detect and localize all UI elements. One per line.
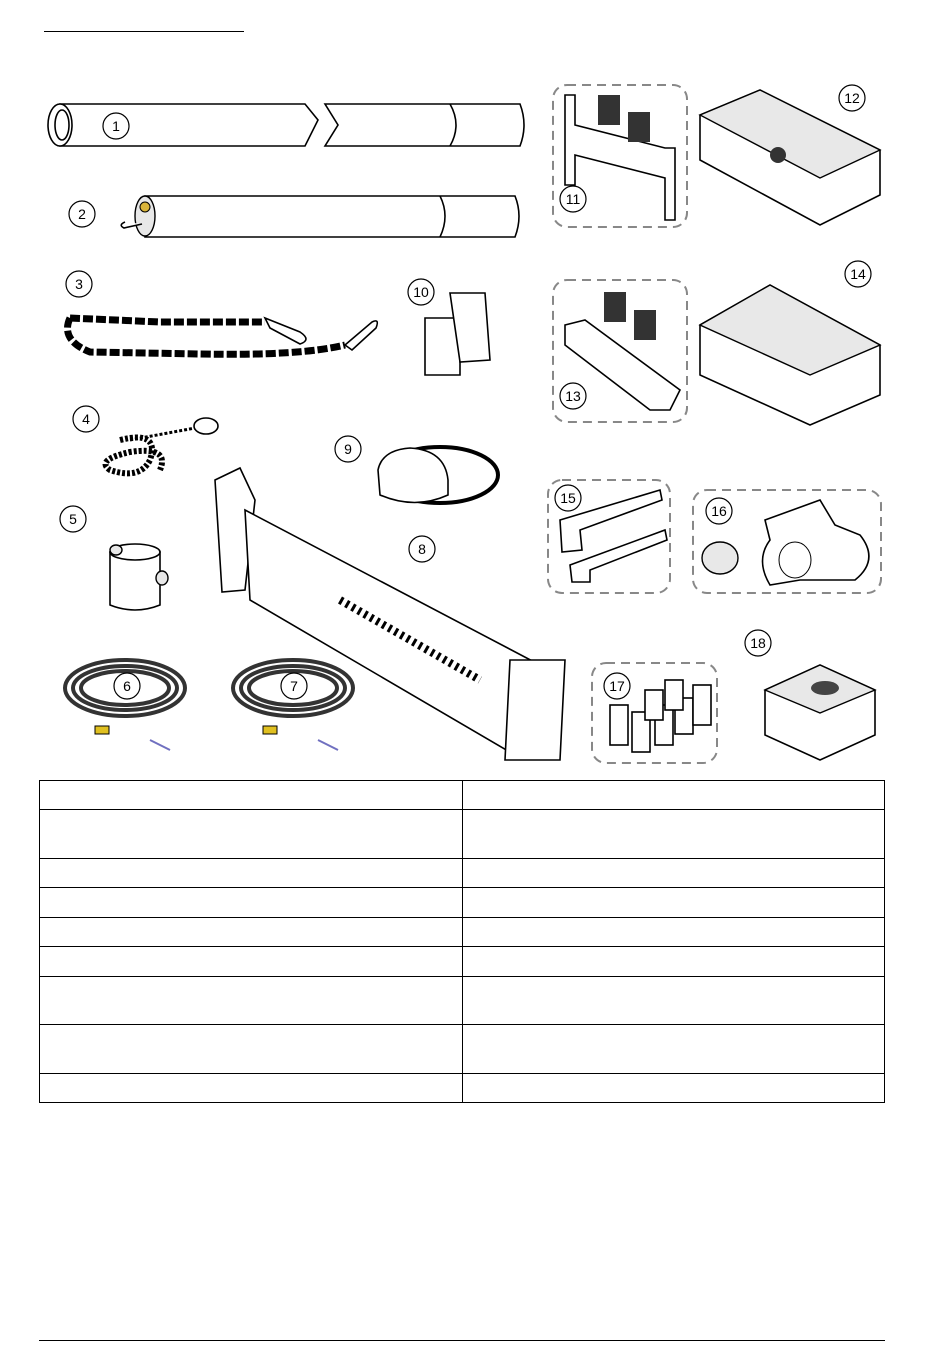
svg-text:6: 6 [123,678,131,694]
table-row [40,977,885,1025]
callout-8 [409,536,435,562]
svg-text:14: 14 [850,266,866,282]
callout-18 [745,630,771,656]
svg-text:10: 10 [413,284,429,300]
bead-chain-drawing [106,418,219,473]
callout-17 [604,673,630,699]
table-cell-left [40,977,463,1025]
table-cell-right [462,1025,885,1074]
svg-text:4: 4 [82,411,90,427]
svg-text:8: 8 [418,541,426,557]
svg-text:12: 12 [844,90,860,106]
callout-14 [845,261,871,287]
callout-9 [335,436,361,462]
svg-text:16: 16 [711,503,727,519]
callout-2 [69,201,95,227]
table-row [40,810,885,859]
blocks-drawing [425,293,490,375]
svg-text:5: 5 [69,511,77,527]
table-row [40,918,885,947]
table-row [40,1074,885,1103]
svg-text:1: 1 [112,118,120,134]
callout-16 [706,498,732,524]
chain-drawing [68,318,378,354]
callout-11 [560,186,586,212]
callout-5 [60,506,86,532]
table-cell-left [40,918,463,947]
table-row [40,859,885,888]
table-cell-right [462,781,885,810]
table-row [40,1025,885,1074]
table-cell-left [40,781,463,810]
callout-6 [114,673,140,699]
callout-4 [73,406,99,432]
case-drawing-14 [700,285,880,425]
junction-box-drawing-18 [765,665,875,760]
svg-text:11: 11 [565,191,581,207]
callout-15 [555,485,581,511]
clamp-drawing [110,544,168,610]
table-cell-left [40,1025,463,1074]
callout-1 [103,113,129,139]
svg-text:17: 17 [609,678,625,694]
callout-13 [560,383,586,409]
table-cell-left [40,859,463,888]
table-cell-right [462,918,885,947]
sensor-puck-drawing [378,447,498,503]
table-cell-left [40,1074,463,1103]
table-row [40,888,885,918]
table-row [40,947,885,977]
weighted-pole-drawing [121,196,519,237]
table-cell-left [40,888,463,918]
svg-text:2: 2 [78,206,86,222]
table-cell-right [462,947,885,977]
table-cell-right [462,977,885,1025]
svg-text:15: 15 [560,490,576,506]
callout-7 [281,673,307,699]
callout-10 [408,279,434,305]
table-cell-left [40,947,463,977]
bracket-drawing [215,468,565,760]
callout-3 [66,271,92,297]
callout-12 [839,85,865,111]
svg-text:3: 3 [75,276,83,292]
svg-text:18: 18 [750,635,766,651]
table-cell-right [462,859,885,888]
table-cell-right [462,1074,885,1103]
table-cell-right [462,888,885,918]
svg-text:7: 7 [290,678,298,694]
table-cell-right [462,810,885,859]
svg-text:9: 9 [344,441,352,457]
footer-rule [39,1340,885,1341]
parts-table [39,780,885,1103]
svg-text:13: 13 [565,388,581,404]
table-row [40,781,885,810]
table-cell-left [40,810,463,859]
